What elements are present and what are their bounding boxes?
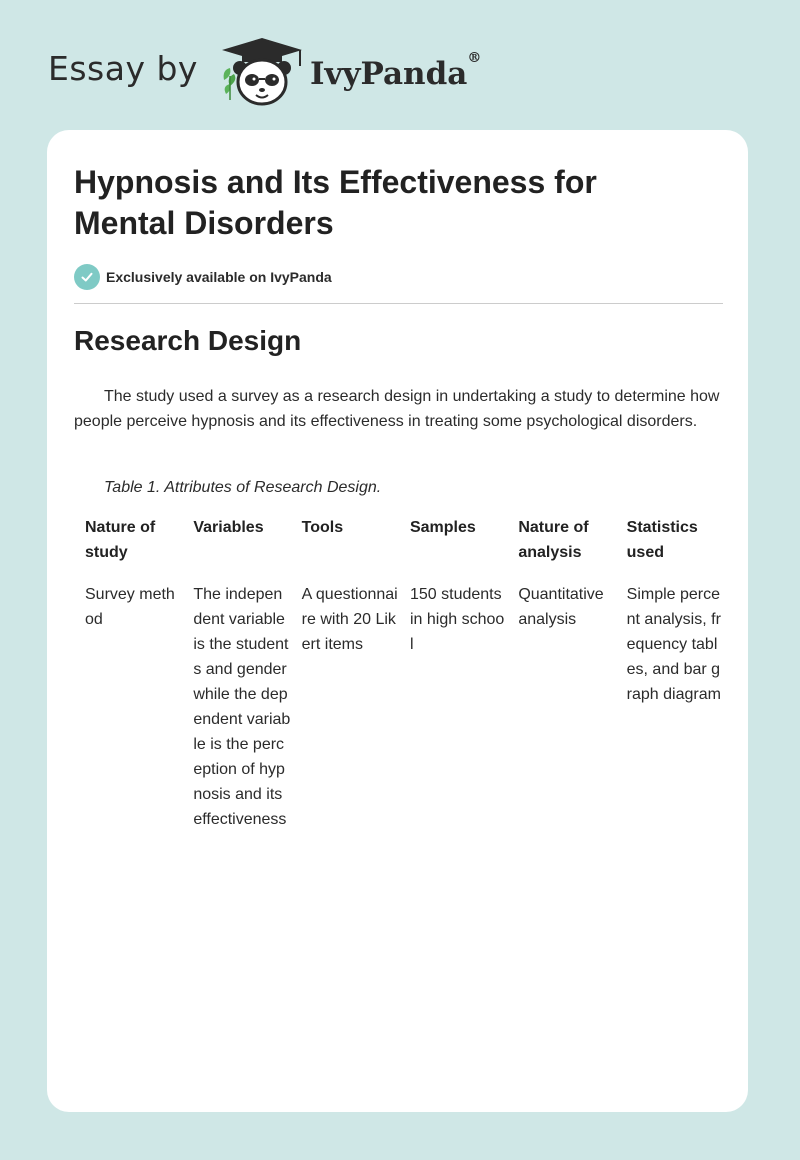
table-header-row xyxy=(74,515,724,582)
page-title: Hypnosis and Its Effectiveness for Mental Disorders xyxy=(74,164,597,241)
badge-label: Exclusively available on IvyPanda xyxy=(106,269,332,285)
table-caption: Table 1. Attributes of Research Design. xyxy=(104,479,382,496)
table-cell: Simple percent analysis, frequency tables, and bar graph diagram xyxy=(626,586,721,703)
column-header: Nature of analysis xyxy=(518,519,589,561)
brand-prefix: Essay by xyxy=(48,48,198,88)
table-cell: A questionnaire with 20 Likert items xyxy=(301,586,398,653)
section-heading: Research Design xyxy=(74,325,302,356)
brand-logo[interactable] xyxy=(48,36,481,108)
table-cell: Survey method xyxy=(85,586,175,628)
body-paragraph: The study used a survey as a research design in undertaking a study to determine how people perceive hypnosis and its effectiveness in treating some psychological disorders. xyxy=(74,388,720,430)
brand-name: IvyPanda® xyxy=(309,50,482,92)
exclusive-badge xyxy=(74,264,332,290)
divider xyxy=(74,303,723,304)
panda-graduation-cap-icon xyxy=(216,36,306,108)
column-header: Variables xyxy=(193,519,264,536)
essay-card xyxy=(47,130,748,1112)
research-design-table xyxy=(74,515,724,832)
column-header: Samples xyxy=(409,519,476,536)
table-cell: 150 students in high school xyxy=(409,586,505,653)
column-header: Nature of study xyxy=(85,519,156,561)
table-row xyxy=(74,582,724,832)
table-cell: Quantitative analysis xyxy=(518,586,604,628)
column-header: Statistics used xyxy=(626,519,698,561)
column-header: Tools xyxy=(301,519,344,536)
table-cell: The independent variable is the students and gender while the dependent variable is the perception of hypnosis and its effectiveness xyxy=(193,586,291,828)
check-icon xyxy=(74,264,100,290)
